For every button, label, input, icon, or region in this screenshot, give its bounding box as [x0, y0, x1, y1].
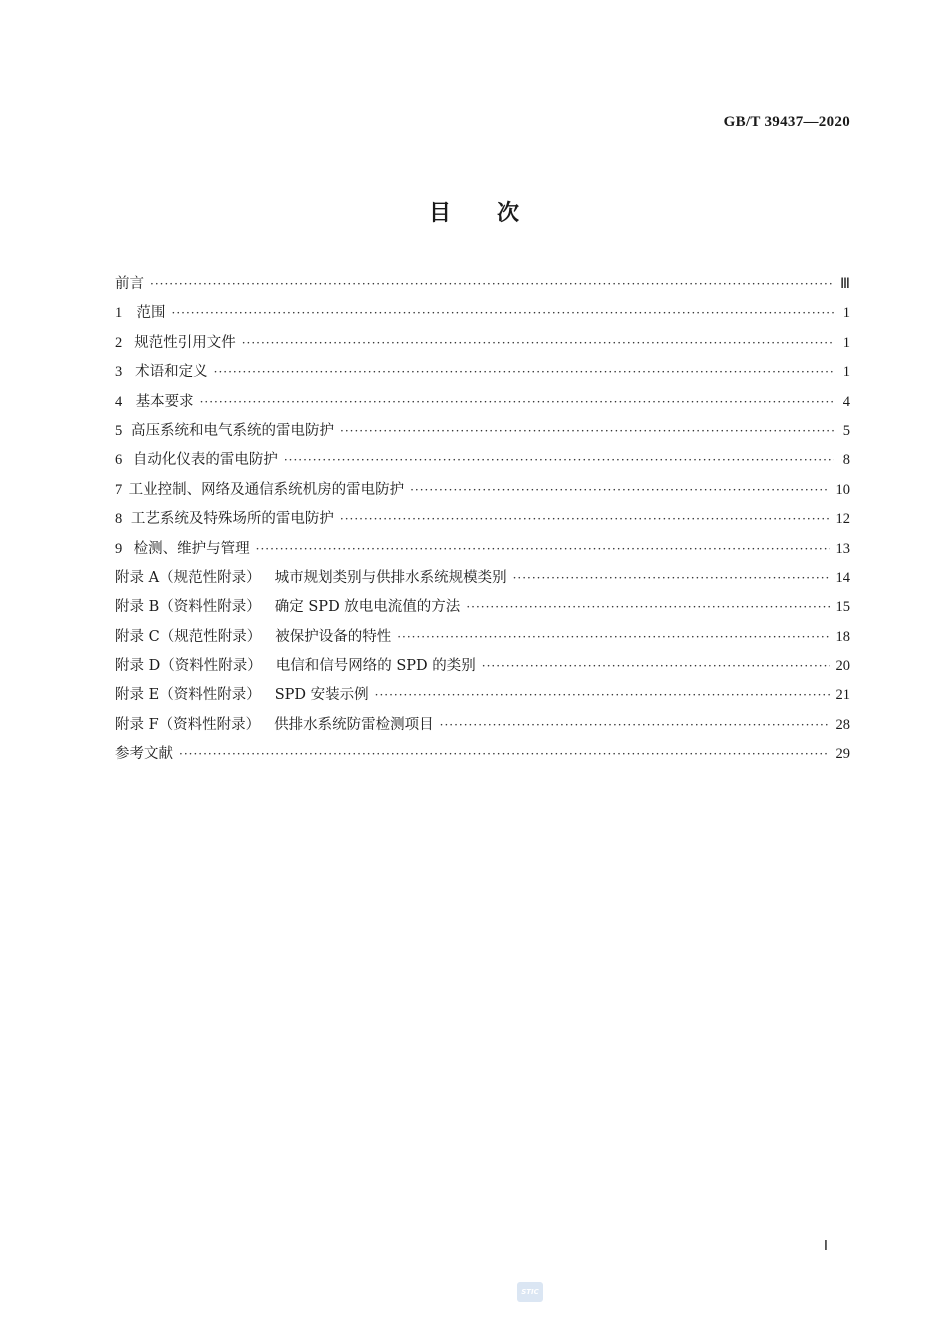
toc-entry-label: 工艺系统及特殊场所的雷电防护 [130, 511, 334, 528]
toc-entry-number: 2 [115, 334, 123, 351]
toc-entry-9[interactable] [115, 537, 850, 566]
toc-entry-page: 5 [842, 422, 850, 439]
toc-entry-number: 1 [115, 305, 123, 322]
page-number: Ⅰ [823, 1239, 828, 1254]
toc-entry-page: 28 [835, 716, 850, 733]
toc-dot-leader [340, 424, 834, 438]
toc-entry-label: 检测、维护与管理 [133, 540, 250, 557]
toc-entry-appendix-c[interactable] [115, 625, 850, 654]
toc-entry-page: 15 [835, 599, 850, 616]
toc-entry-label: 基本要求 [135, 393, 194, 410]
toc-entry-7[interactable] [115, 478, 850, 507]
appendix-designation: 附录 F（资料性附录） [115, 716, 261, 733]
toc-entry-label: 范围 [136, 305, 166, 322]
appendix-designation: 附录 B（资料性附录） [115, 599, 261, 616]
toc-entry-label [115, 713, 434, 734]
toc-entry-4[interactable] [115, 390, 850, 419]
toc-title [0, 196, 950, 227]
appendix-title: 城市规划类别与供排水系统规模类别 [274, 569, 507, 586]
toc-entry-page: 21 [835, 687, 850, 704]
appendix-designation: 附录 D（资料性附录） [115, 658, 262, 675]
toc-entry-number: 6 [115, 452, 123, 469]
toc-entry-number: 8 [115, 511, 123, 528]
toc-entry-label: 自动化仪表的雷电防护 [132, 452, 278, 469]
toc-entry-number: 5 [115, 422, 123, 439]
appendix-title: 电信和信号网络的 SPD 的类别 [275, 658, 476, 675]
toc-dot-leader [256, 542, 830, 556]
toc-entry-page: 29 [835, 746, 850, 763]
toc-entry-5[interactable] [115, 419, 850, 448]
toc-entry-number: 4 [115, 393, 123, 410]
toc-entry-appendix-e[interactable] [115, 683, 850, 712]
toc-dot-leader [397, 630, 829, 644]
toc-entry-page: 1 [842, 305, 850, 322]
toc-dot-leader [284, 453, 834, 467]
toc-entry-bibliography[interactable] [115, 742, 850, 771]
toc-entry-page: 10 [835, 481, 850, 498]
toc-entry-page: 1 [842, 364, 850, 381]
toc-dot-leader [513, 571, 830, 585]
toc-dot-leader [466, 600, 829, 614]
toc-entry-label: 术语和定义 [135, 364, 208, 381]
toc-entry-appendix-b[interactable] [115, 595, 850, 624]
toc-entry-appendix-f[interactable] [115, 713, 850, 742]
toc-entry-label: 高压系统和电气系统的雷电防护 [131, 422, 335, 439]
standard-code: GB/T 39437—2020 [723, 114, 850, 130]
toc-entry-label [115, 654, 476, 675]
appendix-designation: 附录 E（资料性附录） [115, 687, 261, 704]
toc-entry-label: 前言 [115, 276, 144, 292]
toc-dot-leader [172, 306, 835, 320]
toc-entry-page: 12 [835, 511, 850, 528]
toc-entry-label [115, 595, 460, 616]
toc-entry-number: 9 [115, 540, 123, 557]
toc-entry-label: 工业控制、网络及通信系统机房的雷电防护 [128, 481, 405, 498]
appendix-title: SPD 安装示例 [274, 687, 369, 704]
toc-entry-appendix-d[interactable] [115, 654, 850, 683]
toc-entry-page: 1 [842, 334, 850, 351]
toc-entry-page: 18 [835, 628, 850, 645]
toc-entry-appendix-a[interactable] [115, 566, 850, 595]
toc-entry-1[interactable] [115, 301, 850, 330]
stic-watermark-logo: STIC [517, 1282, 543, 1302]
toc-entry-page: Ⅲ [840, 276, 850, 292]
toc-entry-3[interactable] [115, 360, 850, 389]
toc-dot-leader [242, 336, 834, 350]
toc-dot-leader [214, 365, 834, 379]
toc-dot-leader [440, 718, 830, 732]
toc-entry-label [115, 625, 391, 646]
toc-entry-label [115, 683, 369, 704]
toc-title-part1: 目 [428, 201, 453, 226]
toc-dot-leader [179, 747, 830, 761]
toc-entry-page: 13 [835, 540, 850, 557]
appendix-title: 被保护设备的特性 [275, 628, 392, 645]
toc-dot-leader [375, 688, 830, 702]
appendix-designation: 附录 A（规范性附录） [115, 569, 261, 586]
toc-entry-6[interactable] [115, 448, 850, 477]
toc-entry-page: 20 [835, 658, 850, 675]
toc-entry-foreword[interactable] [115, 272, 850, 301]
toc-entry-page: 4 [842, 393, 850, 410]
toc-title-part2: 次 [497, 201, 522, 226]
toc-list [115, 272, 850, 772]
toc-dot-leader [410, 483, 829, 497]
toc-dot-leader [482, 659, 830, 673]
toc-entry-page: 14 [835, 569, 850, 586]
toc-entry-label: 参考文献 [115, 746, 173, 763]
appendix-designation: 附录 C（规范性附录） [115, 628, 262, 645]
toc-entry-label: 规范性引用文件 [134, 334, 236, 351]
appendix-title: 供排水系统防雷检测项目 [274, 716, 434, 733]
toc-dot-leader [340, 512, 830, 526]
toc-entry-number: 7 [115, 481, 123, 498]
appendix-title: 确定 SPD 放电电流值的方法 [274, 599, 461, 616]
toc-dot-leader [200, 395, 834, 409]
toc-dot-leader [150, 277, 834, 291]
toc-entry-page: 8 [842, 452, 850, 469]
toc-entry-number: 3 [115, 364, 123, 381]
toc-entry-label [115, 566, 507, 587]
toc-entry-2[interactable] [115, 331, 850, 360]
toc-entry-8[interactable] [115, 507, 850, 536]
